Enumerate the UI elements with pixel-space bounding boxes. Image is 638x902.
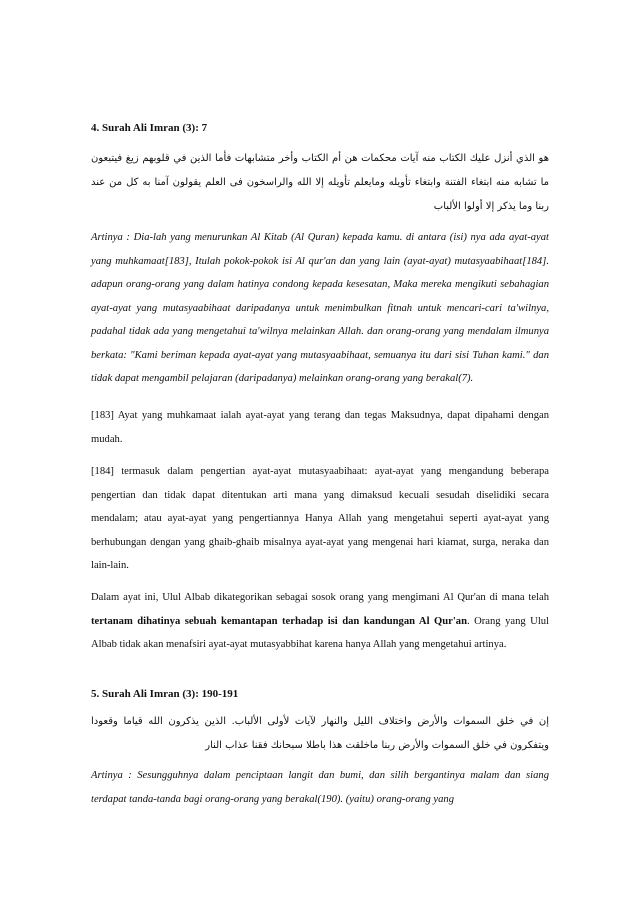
- footnote-183: [183] Ayat yang muhkamaat ialah ayat-ayat yang terang dan tegas Maksudnya, dapat dipahami dengan mudah.: [91, 410, 549, 445]
- commentary-bold-text: tertanam dihatinya sebuah kemantapan terhadap isi dan kandungan Al Qur'an: [91, 615, 467, 627]
- section-heading-surah-3-7: 4. Surah Ali Imran (3): 7: [91, 122, 208, 134]
- translation-3-7: Artinya : Dia-lah yang menurunkan Al Kitab (Al Quran) kepada kamu. di antara (isi) nya ada ayat-ayat yang muhkamaat[183], Itulah pokok-pokok isi Al qur'an dan yang lain (ayat-ayat) mutasyaabihaat[184]. adapun orang-orang yang dalam hatinya condong kepada kesesatan, Maka mereka mengikuti sebahagian ayat-ayat yang mutasyaabihaat daripadanya untuk menimbulkan fitnah untuk mencari-cari ta'wilnya, padahal tidak ada yang mengetahui ta'wilnya melainkan Allah. dan orang-orang yang mendalam ilmunya berkata: "Kami beriman kepada ayat-ayat yang mutasyaabihaat, semuanya itu dari sisi Tuhan kami." dan tidak dapat mengambil pelajaran (daripadanya) melainkan orang-orang yang berakal(7).: [91, 232, 549, 384]
- commentary-text-1: Dalam ayat ini, Ulul Albab dikategorikan sebagai sosok orang yang mengimani Al Qur'an di mana telah: [91, 592, 549, 603]
- commentary-text-2: . Orang yang Ulul Albab tidak akan menafsiri ayat-ayat mutasyabbihat karena hanya Allah yang mengetahui artinya.: [91, 615, 550, 650]
- arabic-verse-3-190-191: إن في خلق السموات والأرض واختلاف الليل والنهار لآيات لأولى الألباب. الذين يذكرون الله قياما وقعودا ويتفكرون في خلق السموات والأرض ربنا ماخلقت هذا باطلا سبحانك فقنا عذاب النار: [91, 716, 549, 751]
- translation-3-190-191: Artinya : Sesungguhnya dalam penciptaan langit dan bumi, dan silih bergantinya malam dan siang terdapat tanda-tanda bagi orang-orang yang berakal(190). (yaitu) orang-orang yang: [91, 770, 549, 805]
- arabic-verse-3-7: هو الذي أنزل عليك الكتاب منه آيات محكمات هن أم الكتاب وأخر متشابهات فأما الذين في قلوبهم زيغ فيتبعون ما تشابه منه ابتغاء الفتنة وابتغاء تأويله ومايعلم تأويله إلا الله والراسخون فى العلم يقولون آمنا به كل من عند ربنا وما يذكر إلا أولوا الألباب: [91, 153, 549, 212]
- section-heading-surah-3-190-191: 5. Surah Ali Imran (3): 190-191: [91, 688, 239, 700]
- document-page: [91, 0, 549, 902]
- footnote-184: [184] termasuk dalam pengertian ayat-ayat mutasyaabihaat: ayat-ayat yang mengandung beberapa pengertian dan tidak dapat ditentukan arti mana yang dimaksud kecuali sesudah diselidiki secara mendalam; atau ayat-ayat yang pengertiannya Hanya Allah yang mengetahui seperti ayat-ayat yang berhubungan dengan yang ghaib-ghaib misalnya ayat-ayat yang mengenai hari kiamat, surga, neraka dan lain-lain.: [91, 466, 549, 571]
- commentary-ulul-albab: [91, 586, 549, 657]
